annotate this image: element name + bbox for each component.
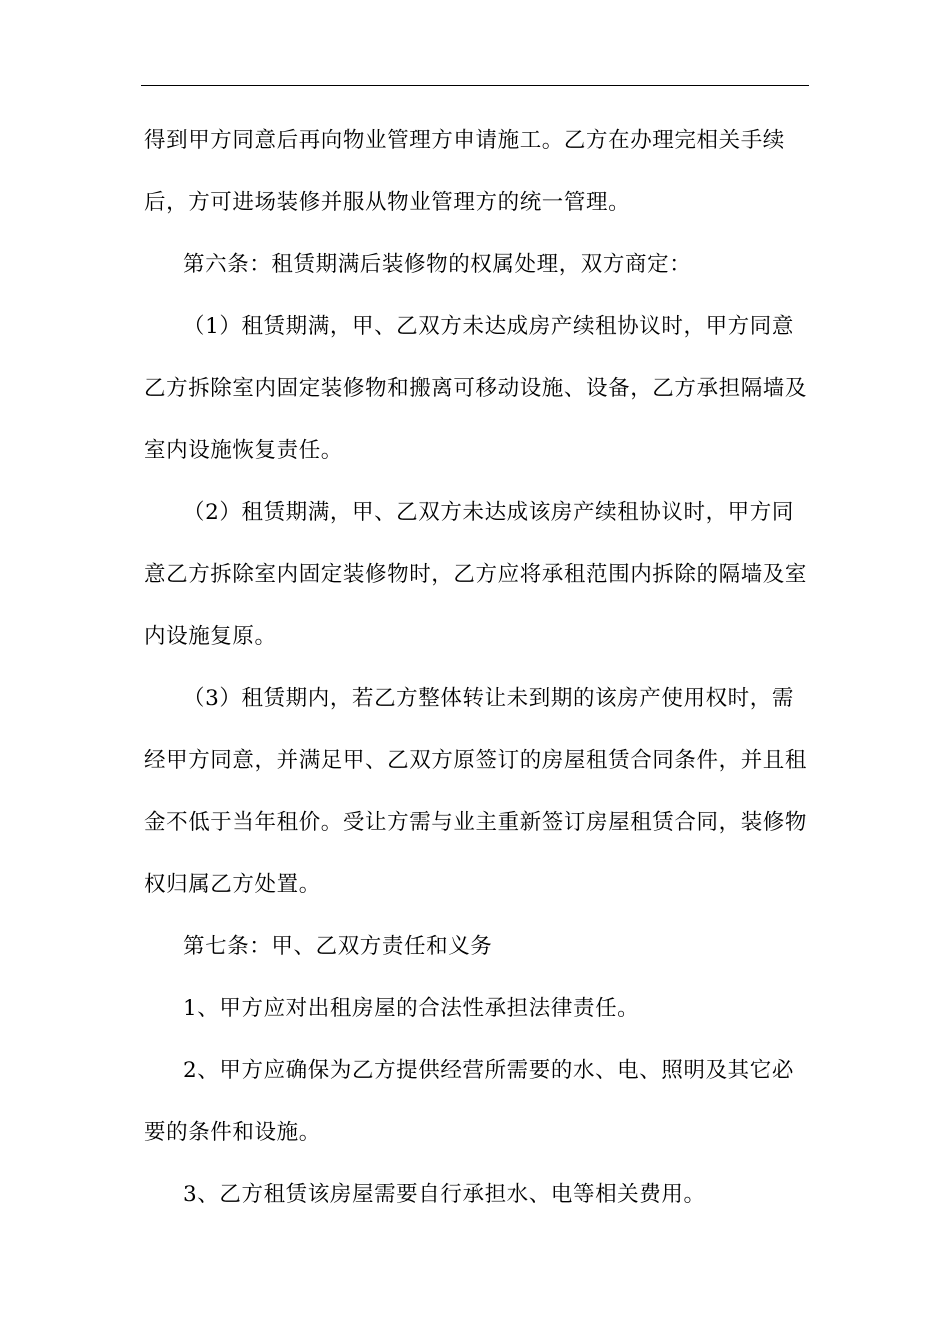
text-line: 室内设施恢复责任。: [144, 438, 343, 463]
article-6-heading: 第六条：租赁期满后装修物的权属处理，双方商定：: [183, 252, 692, 277]
text-line: 乙方拆除室内固定装修物和搬离可移动设施、设备，乙方承担隔墙及: [144, 376, 808, 401]
text-line: 得到甲方同意后再向物业管理方申请施工。乙方在办理完相关手续: [144, 128, 785, 153]
text-line: 2、甲方应确保为乙方提供经营所需要的水、电、照明及其它必: [183, 1058, 794, 1083]
text-line: 要的条件和设施。: [144, 1120, 321, 1145]
text-line: 3、乙方租赁该房屋需要自行承担水、电等相关费用。: [183, 1182, 706, 1207]
text-line: 内设施复原。: [144, 624, 277, 649]
text-line: 经甲方同意，并满足甲、乙双方原签订的房屋租赁合同条件，并且租: [144, 748, 808, 773]
header-rule: [141, 85, 809, 86]
text-line: 1、甲方应对出租房屋的合法性承担法律责任。: [183, 996, 640, 1021]
text-line: 金不低于当年租价。受让方需与业主重新签订房屋租赁合同，装修物: [144, 810, 808, 835]
text-line: 权归属乙方处置。: [144, 872, 321, 897]
text-line: 后，方可进场装修并服从物业管理方的统一管理。: [144, 190, 631, 215]
article-7-heading: 第七条：甲、乙双方责任和义务: [183, 934, 493, 959]
text-line: （3）租赁期内，若乙方整体转让未到期的该房产使用权时，需: [183, 686, 794, 711]
text-line: 意乙方拆除室内固定装修物时，乙方应将承租范围内拆除的隔墙及室: [144, 562, 808, 587]
text-line: （2）租赁期满，甲、乙双方未达成该房产续租协议时，甲方同: [183, 500, 794, 525]
text-line: （1）租赁期满，甲、乙双方未达成房产续租协议时，甲方同意: [183, 314, 794, 339]
